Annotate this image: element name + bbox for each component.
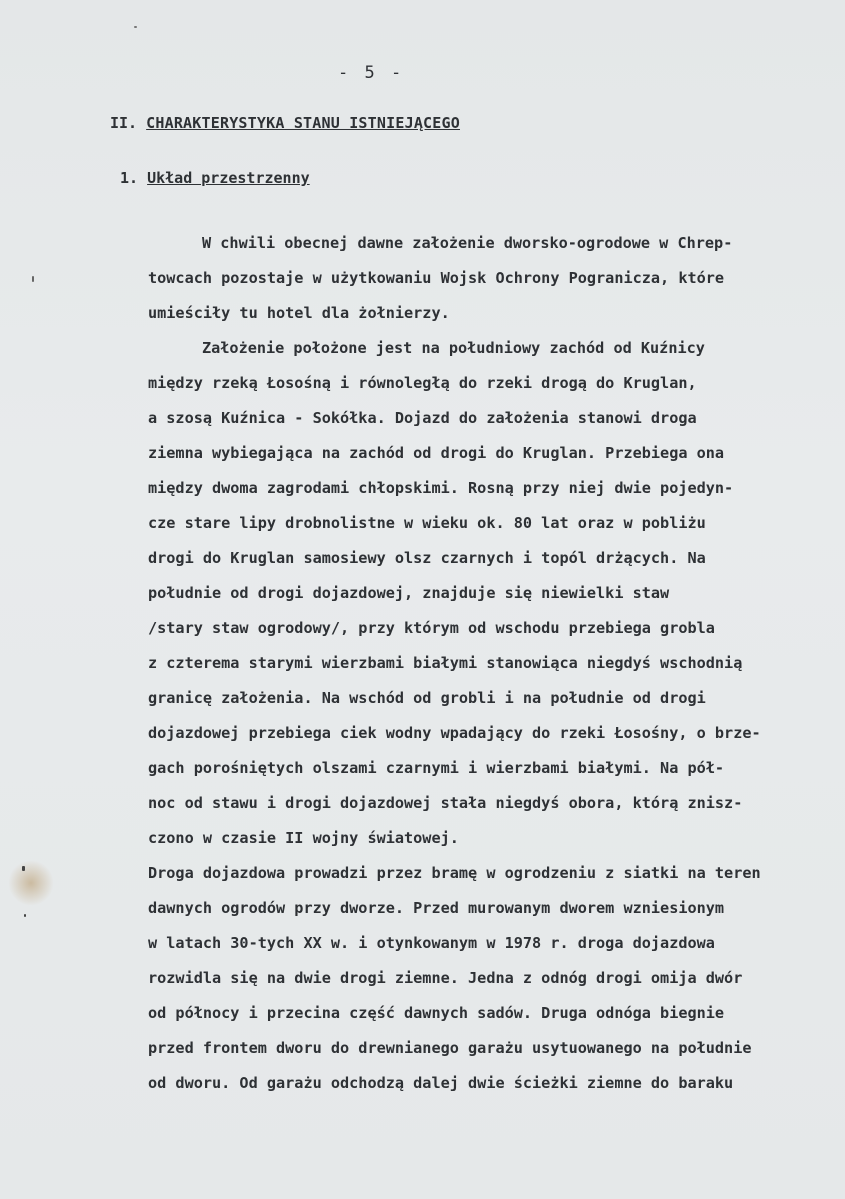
text-line: towcach pozostaje w użytkowaniu Wojsk Ochrony Pogranicza, które bbox=[148, 269, 725, 287]
text-line: drogi do Kruglan samosiewy olsz czarnych i topól drżących. Na bbox=[148, 549, 706, 567]
text-line: noc od stawu i drogi dojazdowej stała niegdyś obora, którą znisz- bbox=[148, 794, 743, 812]
paper-stain bbox=[8, 860, 54, 906]
text-line: rozwidla się na dwie drogi ziemne. Jedna z odnóg drogi omija dwór bbox=[148, 969, 743, 987]
text-line: dawnych ogrodów przy dworze. Przed murowanym dworem wzniesionym bbox=[148, 899, 725, 917]
text-line: między dwoma zagrodami chłopskimi. Rosną przy niej dwie pojedyn- bbox=[148, 479, 734, 497]
text-line: gach porośniętych olszami czarnymi i wierzbami białymi. Na pół- bbox=[148, 759, 725, 777]
text-line: umieściły tu hotel dla żołnierzy. bbox=[148, 304, 450, 322]
text-line: granicę założenia. Na wschód od grobli i na południe od drogi bbox=[148, 689, 706, 707]
text-line: w latach 30-tych XX w. i otynkowanym w 1978 r. droga dojazdowa bbox=[148, 934, 715, 952]
text-line: ziemna wybiegająca na zachód od drogi do Kruglan. Przebiega ona bbox=[148, 444, 725, 462]
paper-speck bbox=[134, 26, 137, 28]
subsection-heading bbox=[120, 167, 310, 189]
text-line: W chwili obecnej dawne założenie dworsko-ogrodowe w Chrep- bbox=[202, 234, 733, 252]
subsection-title: Układ przestrzenny bbox=[147, 169, 310, 187]
text-line: z czterema starymi wierzbami białymi stanowiąca niegdyś wschodnią bbox=[148, 654, 743, 672]
text-line: od dworu. Od garażu odchodzą dalej dwie ścieżki ziemne do baraku bbox=[148, 1074, 734, 1092]
text-line: /stary staw ogrodowy/, przy którym od wschodu przebiega grobla bbox=[148, 619, 715, 637]
section-number: II. bbox=[110, 114, 138, 132]
page-number: - 5 - bbox=[338, 63, 405, 83]
text-line: a szosą Kuźnica - Sokółka. Dojazd do założenia stanowi droga bbox=[148, 409, 697, 427]
section-title: CHARAKTERYSTYKA STANU ISTNIEJĄCEGO bbox=[146, 114, 460, 132]
text-line: czono w czasie II wojny światowej. bbox=[148, 829, 459, 847]
paper-speck bbox=[22, 866, 25, 871]
text-line: cze stare lipy drobnolistne w wieku ok. 80 lat oraz w pobliżu bbox=[148, 514, 706, 532]
text-line: przed frontem dworu do drewnianego garażu usytuowanego na południe bbox=[148, 1039, 752, 1057]
text-line: południe od drogi dojazdowej, znajduje się niewielki staw bbox=[148, 584, 670, 602]
text-line: między rzeką Łosośną i równoległą do rzeki drogą do Kruglan, bbox=[148, 374, 697, 392]
text-line: Założenie położone jest na południowy zachód od Kuźnicy bbox=[202, 339, 705, 357]
subsection-number: 1. bbox=[120, 169, 139, 187]
text-line: dojazdowej przebiega ciek wodny wpadający do rzeki Łosośny, o brze- bbox=[148, 724, 761, 742]
paper-speck bbox=[32, 276, 34, 282]
paper-speck bbox=[24, 914, 26, 917]
text-line: od północy i przecina część dawnych sadów. Druga odnóga biegnie bbox=[148, 1004, 725, 1022]
text-line: Droga dojazdowa prowadzi przez bramę w ogrodzeniu z siatki na teren bbox=[148, 864, 761, 882]
section-heading bbox=[110, 112, 460, 134]
